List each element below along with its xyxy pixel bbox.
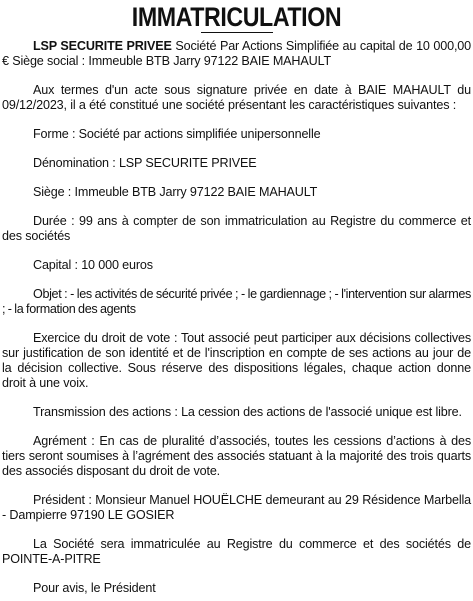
- share-transfer-paragraph: Transmission des actions : La cession des actions de l'associé unique est libre.: [33, 405, 462, 419]
- company-header-paragraph: [2, 39, 471, 69]
- title-underline: [201, 32, 273, 33]
- duration-paragraph: Durée : 99 ans à compter de son immatriculation au Registre du commerce et des sociétés: [2, 214, 471, 243]
- voting-rights-paragraph: Exercice du droit de vote : Tout associé peut participer aux décisions collectives sur justification de son identité et de l'inscription en compte de ses actions au jour de la décision collective. Sous réserve des dispositions légales, chaque action donne droit à une voix.: [2, 331, 471, 390]
- company-name: LSP SECURITE PRIVEE: [33, 39, 172, 53]
- signature-paragraph: Pour avis, le Président: [33, 581, 156, 595]
- denomination-paragraph: Dénomination : LSP SECURITE PRIVEE: [33, 156, 257, 170]
- registered-office-paragraph: Siège : Immeuble BTB Jarry 97122 BAIE MAHAULT: [33, 185, 318, 199]
- notice-title: IMMATRICULATION: [131, 2, 342, 32]
- company-intro: Société Par Actions Simplifiée au capital de 10 000,00 € Siège social : Immeuble BTB Jarry 97122 BAIE MAHAULT: [2, 39, 471, 68]
- president-paragraph: Président : Monsieur Manuel HOUËLCHE demeurant au 29 Résidence Marbella - Dampierre 97190 LE GOSIER: [2, 493, 471, 522]
- form-paragraph: Forme : Société par actions simplifiée unipersonnelle: [33, 127, 321, 141]
- registration-paragraph: La Société sera immatriculée au Registre du commerce et des sociétés de POINTE-A-PITRE: [2, 537, 471, 566]
- capital-paragraph: Capital : 10 000 euros: [33, 258, 153, 272]
- purpose-paragraph: Objet : - les activités de sécurité privée ; - le gardiennage ; - l'intervention sur alarmes ; - la formation des agents: [2, 287, 471, 316]
- approval-paragraph: Agrément : En cas de pluralité d’associés, toutes les cessions d’actions à des tiers seront soumises à l’agrément des associés statuant à la majorité des trois quarts des associés disposant du droit de vote.: [2, 434, 471, 478]
- deed-paragraph: Aux termes d'un acte sous signature privée en date à BAIE MAHAULT du 09/12/2023, il a été constitué une société présentant les caractéristiques suivantes :: [2, 83, 471, 112]
